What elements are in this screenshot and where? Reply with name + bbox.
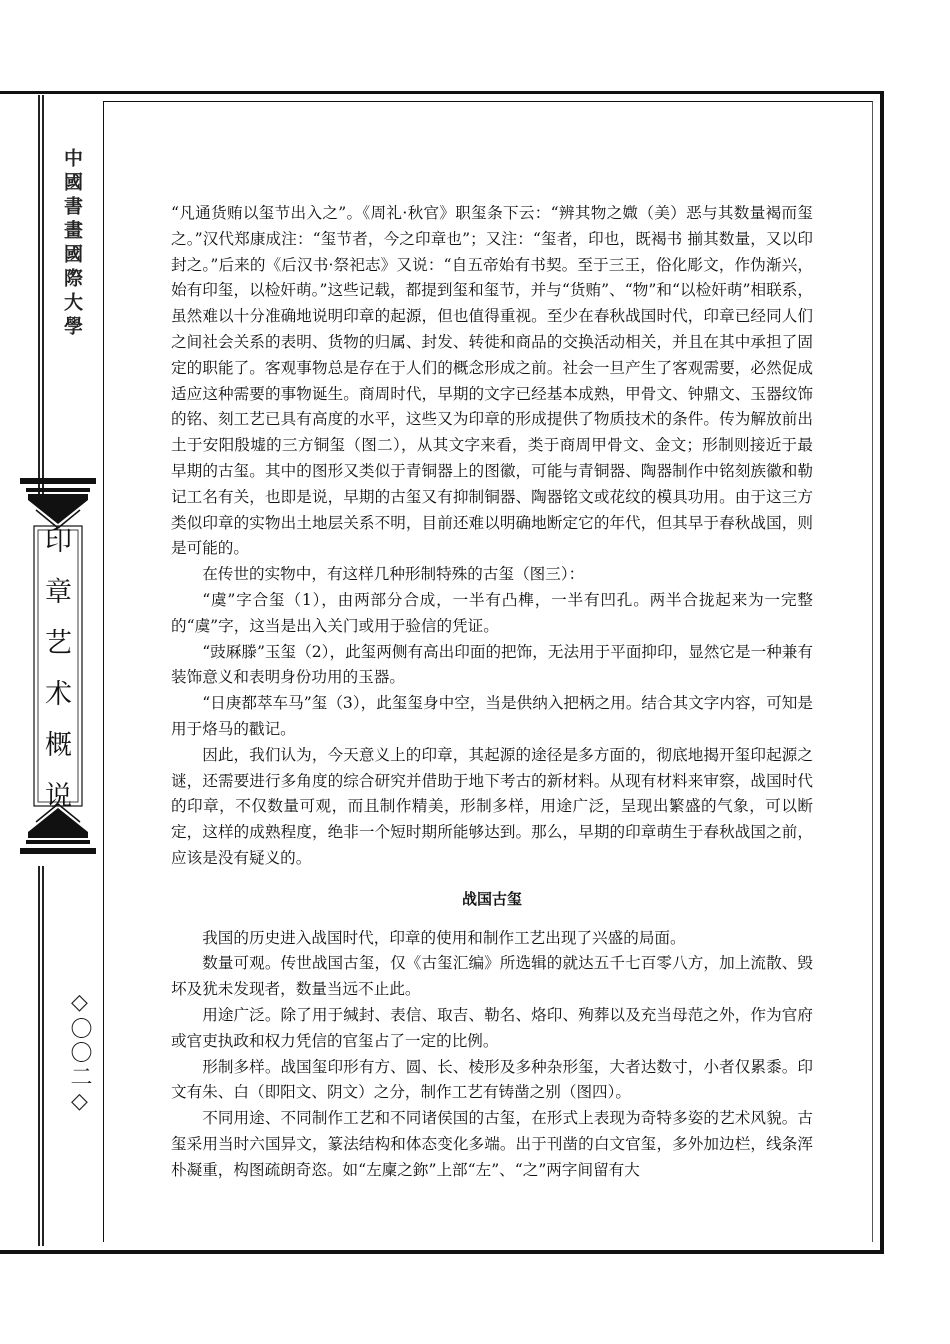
paragraph: 形制多样。战国玺印形有方、圆、长、棱形及多种杂形玺，大者达数寸，小者仅累黍。印文有朱、白（即阳文、阴文）之分，制作工艺有铸凿之别（图四）。 [171, 1057, 813, 1102]
sidebar-rule-lower-2 [42, 866, 44, 1246]
sidebar-rule-lower [38, 866, 40, 1246]
paragraph: 因此，我们认为，今天意义上的印章，其起源的途径是多方面的，彻底地揭开玺印起源之谜，还需要进行多角度的综合研究并借助于地下考古的新材料。从现有材料来审察，战国时代的印章，不仅数量可观，而且制作精美，形制多样，用途广泛，呈现出繁盛的气象，可以断定，这样的成熟程度，绝非一个短时期所能够达到。那么，早期的印章萌生于春秋战国之前，应该是没有疑义的。 [171, 745, 813, 867]
sidebar-rule-upper-2 [42, 95, 44, 500]
paragraph: 不同用途、不同制作工艺和不同诸侯国的古玺，在形式上表现为奇特多姿的艺术风貌。古玺采用当时六国异文，篆法结构和体态变化多端。出于刊凿的白文官玺，多外加边栏，线条浑朴凝重，构图疏朗奇恣。如“左廩之鉨”上部“左”、“之”两字间留有大 [171, 1109, 813, 1179]
paragraph: “豉厤滕”玉玺（2），此玺两侧有高出印面的把饰，无法用于平面抑印，显然它是一种兼有装饰意义和表明身份功用的玉器。 [171, 642, 813, 687]
paragraph: 数量可观。传世战国古玺，仅《古玺汇编》所选辑的就达五千七百零八方，加上流散、毁坏及犹未发现者，数量当远不止此。 [171, 954, 813, 999]
book-title: 印章艺术概说 [40, 526, 71, 832]
paragraph: 用途广泛。除了用于缄封、表信、取吉、勒名、烙印、殉葬以及充当母范之外，作为官府或官吏执政和权力凭信的官玺占了一定的比例。 [171, 1005, 813, 1050]
paragraph: “凡通货贿以玺节出入之”。《周礼·秋官》职玺条下云：“辨其物之媺（美）恶与其数量褐而玺之。”汉代郑康成注：“玺节者，今之印章也”；又注：“玺者，印也，既褐书 揃其数量，又以印封之。”后来的《后汉书·祭祀志》又说：“自五帝始有书契。至于三王，俗化彫文，作伪渐兴，始有印玺，以检奸萌。”这些记载，都提到玺和玺节，并与“货贿”、“物”和“以检奸萌”相联系，虽然难以十分准确地说明印章的起源，但也值得重视。至少在春秋战国时代，印章已经同人们之间社会关系的表明、货物的归属、封发、转徙和商品的交换活动相关，并且在其中承担了固定的职能了。客观事物总是存在于人们的概念形成之前。社会一旦产生了客观需要，必然促成适应这种需要的事物诞生。商周时代，早期的文字已经基本成熟，甲骨文、钟鼎文、玉器纹饰的铭、刻工艺已具有高度的水平，这些又为印章的形成提供了物质技术的条件。传为解放前出土于安阳殷墟的三方铜玺（图二），从其文字来看，类于商周甲骨文、金文；形制则接近于最早期的古玺。其中的图形又类似于青铜器上的图徽，可能与青铜器、陶器制作中铭刻族徽和勒记工名有关，也即是说，早期的古玺又有抑制铜器、陶器铭文或花纹的模具功用。由于这三方类似印章的实物出土地层关系不明，目前还难以明确地断定它的年代，但其早于春秋战国，则是可能的。 [171, 204, 813, 558]
paragraph: “虞”字合玺（1），由两部分合成，一半有凸榫，一半有凹孔。两半合拢起来为一完整的“虞”字，这当是出入关门或用于验信的凭证。 [171, 590, 813, 635]
page-number: ◇〇〇二◇ [67, 990, 92, 1116]
paragraph: 在传世的实物中，有这样几种形制特殊的古玺（图三）： [202, 565, 585, 584]
university-name: 中國書畫國際大學 [61, 148, 83, 340]
paragraph: 我国的历史进入战国时代，印章的使用和制作工艺出现了兴盛的局面。 [202, 928, 686, 947]
section-heading: 战国古玺 [461, 889, 522, 908]
paragraph: “日庚都萃车马”玺（3），此玺玺身中空，当是供纳入把柄之用。结合其文字内容，可知是用于烙马的戳记。 [171, 694, 813, 738]
body-text [171, 201, 813, 1183]
sidebar-rule-upper [38, 95, 40, 500]
